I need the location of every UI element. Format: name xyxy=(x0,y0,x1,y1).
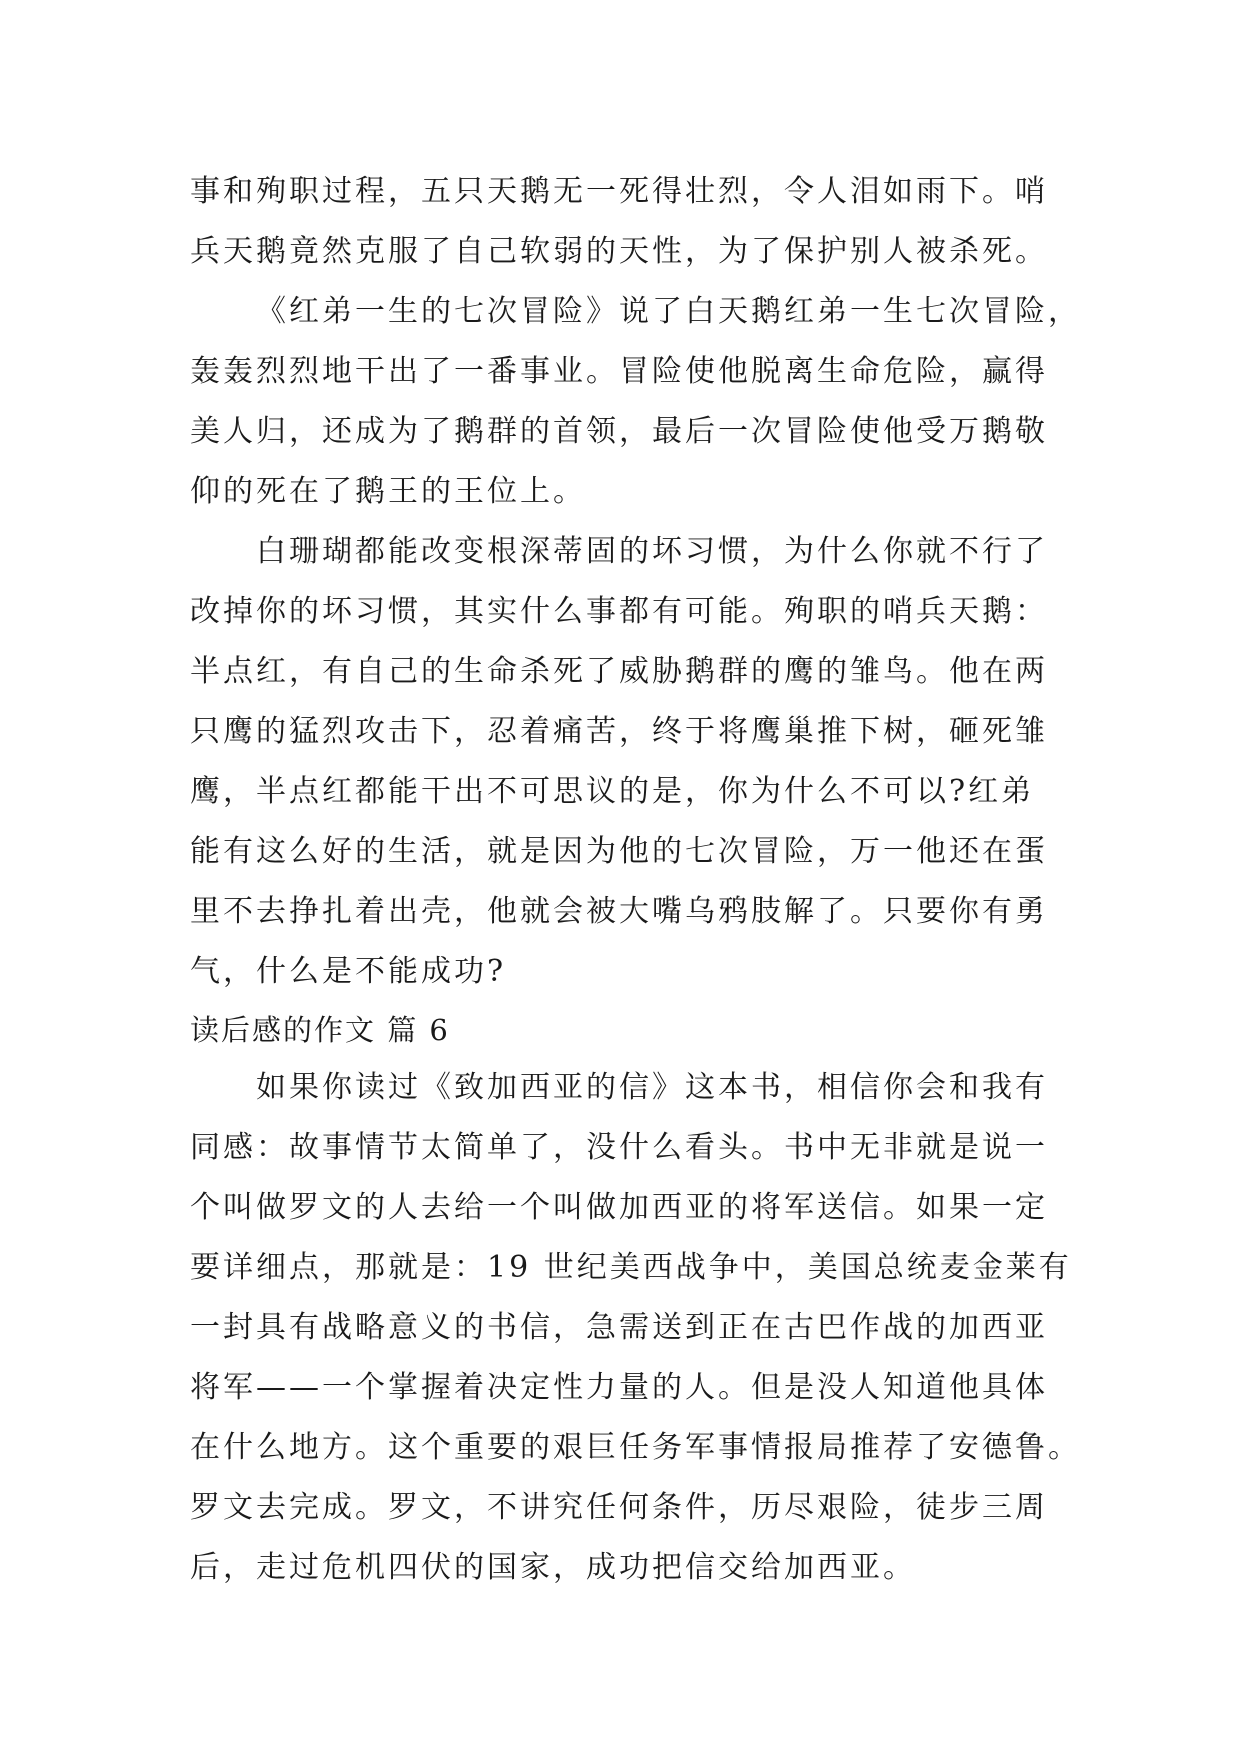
paragraph-line: 鹰，半点红都能干出不可思议的是，你为什么不可以?红弟 xyxy=(190,774,1035,809)
paragraph-line: 仰的死在了鹅王的王位上。 xyxy=(190,474,586,509)
paragraph-line: 一封具有战略意义的书信，急需送到正在古巴作战的加西亚 xyxy=(190,1310,1048,1345)
paragraph-line: 改掉你的坏习惯，其实什么事都有可能。殉职的哨兵天鹅： xyxy=(190,594,1048,629)
document-body xyxy=(190,162,1090,1598)
paragraph-line: 里不去挣扎着出壳，他就会被大嘴乌鸦肢解了。只要你有勇 xyxy=(190,894,1048,929)
paragraph-line: 气，什么是不能成功? xyxy=(190,954,507,989)
paragraph-line: 《红弟一生的七次冒险》说了白天鹅红弟一生七次冒险， xyxy=(256,294,1081,329)
paragraph-line: 只鹰的猛烈攻击下，忍着痛苦，终于将鹰巢推下树，砸死雏 xyxy=(190,714,1048,749)
section-heading: 读后感的作文 篇 6 xyxy=(190,1013,450,1047)
paragraph-line: 后，走过危机四伏的国家，成功把信交给加西亚。 xyxy=(190,1550,916,1585)
paragraph-line: 兵天鹅竟然克服了自己软弱的天性，为了保护别人被杀死。 xyxy=(190,234,1048,269)
paragraph-line: 将军——一个掌握着决定性力量的人。但是没人知道他具体 xyxy=(190,1370,1048,1405)
paragraph-line: 罗文去完成。罗文，不讲究任何条件，历尽艰险，徒步三周 xyxy=(190,1490,1048,1525)
paragraph-line: 能有这么好的生活，就是因为他的七次冒险，万一他还在蛋 xyxy=(190,834,1048,869)
paragraph-line: 个叫做罗文的人去给一个叫做加西亚的将军送信。如果一定 xyxy=(190,1190,1048,1225)
paragraph-line: 要详细点，那就是：19 世纪美西战争中，美国总统麦金莱有 xyxy=(190,1250,1072,1285)
paragraph-line: 轰轰烈烈地干出了一番事业。冒险使他脱离生命危险，赢得 xyxy=(190,354,1048,389)
paragraph-line: 在什么地方。这个重要的艰巨任务军事情报局推荐了安德鲁。 xyxy=(190,1430,1081,1465)
paragraph-line: 如果你读过《致加西亚的信》这本书，相信你会和我有 xyxy=(256,1070,1048,1105)
paragraph-line: 美人归，还成为了鹅群的首领，最后一次冒险使他受万鹅敬 xyxy=(190,414,1048,449)
paragraph-line: 事和殉职过程，五只天鹅无一死得壮烈，令人泪如雨下。哨 xyxy=(190,174,1048,209)
paragraph-line: 同感：故事情节太简单了，没什么看头。书中无非就是说一 xyxy=(190,1130,1048,1165)
paragraph-line: 白珊瑚都能改变根深蒂固的坏习惯，为什么你就不行了 xyxy=(256,534,1048,569)
paragraph-line: 半点红，有自己的生命杀死了威胁鹅群的鹰的雏鸟。他在两 xyxy=(190,654,1048,689)
